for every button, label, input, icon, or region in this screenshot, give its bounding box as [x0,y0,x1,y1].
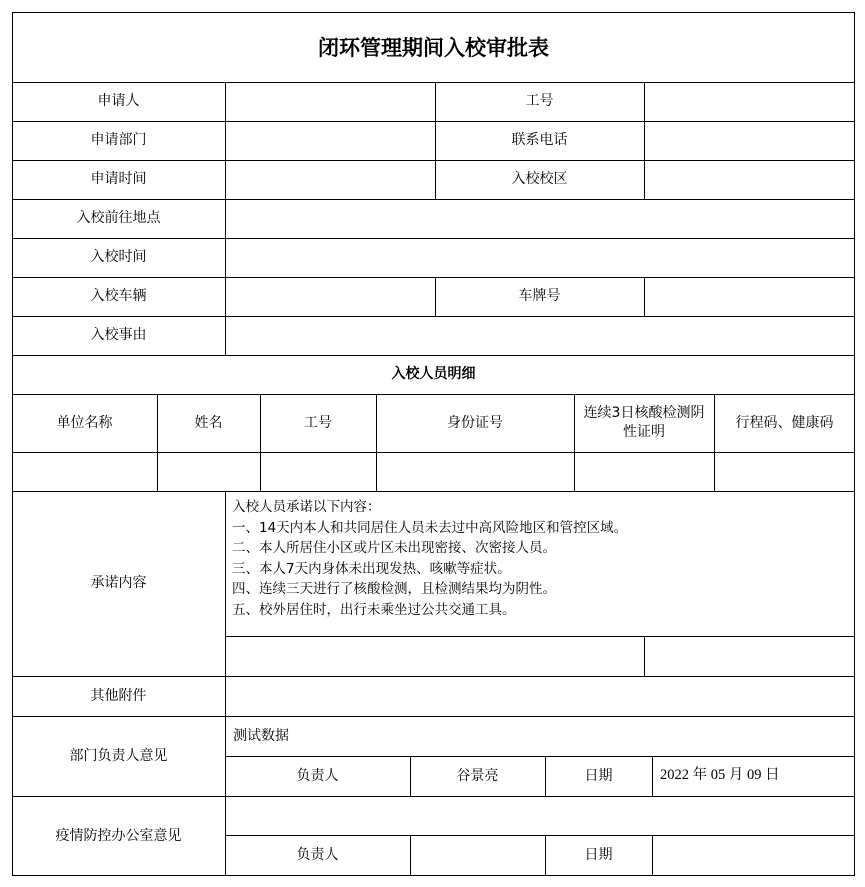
commitment-line: 五、校外居住时，出行未乘坐过公共交通工具。 [232,601,516,618]
commitment-line: 入校人员承诺以下内容： [232,499,381,515]
phone-label: 联系电话 [511,132,568,149]
campus-label: 入校校区 [511,171,568,188]
vehicle-label: 入校车辆 [90,288,147,305]
commitment-signature-field[interactable] [226,637,644,676]
department-label: 申请部门 [90,132,147,149]
attachments-field[interactable] [226,677,854,716]
commitment-line: 三、本人7天内身体未出现发热、咳嗽等症状。 [232,560,511,577]
col-health-code: 行程码、健康码 [735,414,834,431]
personnel-cell-unit[interactable] [13,453,157,491]
dept-date-label: 日期 [584,767,613,784]
apply-time-field[interactable] [226,161,435,199]
vehicle-field[interactable] [226,278,435,316]
reason-field[interactable] [226,317,854,355]
office-head-label: 负责人 [296,847,339,864]
col-id-number: 身份证号 [447,414,503,431]
employee-id-field[interactable] [645,83,854,121]
applicant-label: 申请人 [97,93,140,110]
office-date-label: 日期 [584,847,613,864]
plate-label: 车牌号 [518,288,561,305]
office-opinion-label: 疫情防控办公室意见 [55,827,182,844]
dept-head-label: 负责人 [296,767,339,784]
office-date-value[interactable] [652,835,855,876]
col-employee-id: 工号 [304,414,332,431]
commitment-line: 一、14天内本人和共同居住人员未去过中高风险地区和管控区域。 [232,519,628,536]
dept-opinion-text[interactable]: 测试数据 [233,727,289,744]
entry-time-field[interactable] [226,239,854,277]
commitment-label: 承诺内容 [90,575,147,592]
commitment-line: 二、本人所居住小区或片区未出现密接、次密接人员。 [232,540,556,556]
personnel-cell-employee-id[interactable] [261,453,376,491]
attachments-label: 其他附件 [90,687,147,704]
office-opinion-text[interactable] [225,796,855,835]
plate-field[interactable] [645,278,854,316]
personnel-cell-nucleic-test[interactable] [575,453,714,491]
commitment-date-field[interactable] [645,637,854,676]
form-title: 闭环管理期间入校审批表 [318,36,549,60]
campus-field[interactable] [645,161,854,199]
dept-date-value[interactable]: 2022 年 05 月 09 日 [660,767,780,784]
dept-opinion-label: 部门负责人意见 [69,747,168,764]
commitment-line: 四、连续三天进行了核酸检测，且检测结果均为阴性。 [232,581,556,597]
department-field[interactable] [226,122,435,160]
col-name: 姓名 [194,414,223,431]
entry-time-label: 入校时间 [90,249,147,266]
employee-id-label: 工号 [525,93,554,110]
commitment-text [232,497,627,620]
personnel-cell-health-code[interactable] [715,453,854,491]
personnel-section-title: 入校人员明细 [391,366,476,383]
apply-time-label: 申请时间 [90,171,147,188]
applicant-field[interactable] [226,83,435,121]
reason-label: 入校事由 [90,327,147,344]
phone-field[interactable] [645,122,854,160]
col-unit-name: 单位名称 [56,414,113,431]
personnel-cell-id-number[interactable] [377,453,574,491]
col-nucleic-test: 连续3日核酸检测阴性证明 [583,405,705,440]
office-head-name[interactable] [410,835,545,876]
destination-label: 入校前往地点 [76,210,161,227]
dept-head-name[interactable]: 谷景亮 [456,767,499,784]
destination-field[interactable] [226,200,854,238]
personnel-cell-name[interactable] [158,453,260,491]
